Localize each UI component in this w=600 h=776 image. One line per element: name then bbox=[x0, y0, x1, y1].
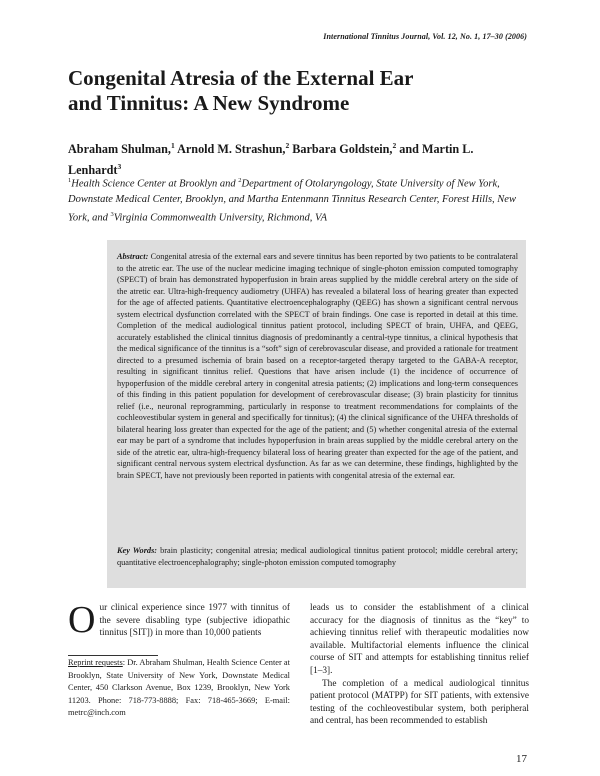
reprint-footnote bbox=[68, 657, 290, 720]
affil-text-3: Virginia Commonwealth University, Richmond, VA bbox=[113, 212, 328, 223]
footnote-rule bbox=[68, 655, 158, 656]
journal-reference: International Tinnitus Journal, Vol. 12, No. 1, 17–30 (2006) bbox=[323, 32, 527, 41]
author-sup: 1 bbox=[170, 141, 175, 150]
author-sup: 2 bbox=[285, 141, 290, 150]
body-left-text: ur clinical experience since 1977 with tinnitus of the severe disabling type (subjective idiopathic tinnitus [SIT]) in more than 10,000 patients bbox=[99, 603, 290, 639]
reprint-label: Reprint requests bbox=[68, 658, 123, 667]
keywords-label: Key Words: bbox=[117, 546, 158, 555]
keywords bbox=[117, 545, 518, 568]
body-left-column bbox=[68, 599, 290, 641]
author-strashun: Arnold M. Strashun, bbox=[174, 142, 286, 157]
abstract-label: Abstract: bbox=[117, 252, 149, 261]
title-line-1: Congenital Atresia of the External Ear bbox=[68, 66, 414, 90]
page-number: 17 bbox=[516, 753, 527, 765]
affiliations bbox=[68, 173, 538, 225]
author-sup: 3 bbox=[117, 162, 122, 172]
reprint-text: : Dr. Abraham Shulman, Health Science Center at Brooklyn, State University of New York, Downstate Medical Center, 450 Clarkson Avenue, Box 1239, Brooklyn, New York 11203. Phone: 718-773-8888; Fax: 718-465-3669; E-mail: metrc@inch.com bbox=[68, 658, 290, 717]
abstract-body: Congenital atresia of the external ears and severe tinnitus has been reported by two patients to be contralateral to the atretic ear. The use of the nuclear medicine imaging technique of single-photon emission computed tomography (SPECT) of brain has demonstrated hypoperfusion in brain areas supplied by the middle cerebral artery on the side of the atretic ear. Ultra-high-frequency audiometry (UHFA) has revealed a bilateral loss of hearing greater than expected for the age of affected patients. Quantitative electroencephalography (QEEG) has shown a significant central nervous system electrical dysfunction correlated with the SPECT of brain findings. One case is reported in detail at this time. Completion of the medical audiological tinnitus patient protocol, including SPECT of brain, UHFA, and QEEG, accurately established the clinical tinnitus diagnosis of predominantly a central-type tinnitus, a clinical hypothesis that the medical significance of the tinnitus is a “soft” sign of cerebrovascular disease, and provided a rationale for treatment directed to a presumed ischemia of brain based on a receptor-targeted therapy targeted to the GABA-A receptor, resulting in significant tinnitus relief. Questions that have arisen include (1) the incidence of occurrence of hypoperfusion of the middle cerebral artery in congenital atresia patients; (2) implications and long-term consequences of this finding in this patient population for development of cerebrovascular disease; (3) brain plasticity for tinnitus relief (i.e., neuronal reprogramming, particularly in response to treatment recommendations for complaints of the cochleovestibular system in general and specifically for tinnitus); (4) the clinical significance of the UHFA thresholds of bilateral hearing loss greater than expected for the age of the patient; and (5) whether congenital atresia of the external ear may be part of a syndrome that includes hypoperfusion in brain areas supplied by the middle cerebral artery on the side of the atretic ear, ultra-high-frequency bilateral loss of hearing greater than expected for the age of the patient, and significant central nervous system electrical dysfunction. As far as we can determine, these findings, highlighted by the brain SPECT, have not previously been reported in patients with congenital atresia of the external ear. bbox=[117, 252, 518, 480]
affil-sup: 2 bbox=[238, 177, 242, 184]
body-paragraph: The completion of a medical audiological tinnitus patient protocol (MATPP) for SIT patients, with extensive testing of the cochleovestibular system, both peripheral and central, has been recommended to establish bbox=[310, 678, 529, 727]
title-line-2: and Tinnitus: A New Syndrome bbox=[68, 91, 350, 115]
affil-sup: 1 bbox=[68, 177, 72, 184]
keywords-body: brain plasticity; congenital atresia; medical audiological tinnitus patient protocol; middle cerebral artery; quantitative electroencephalography; single-photon emission computed tomography bbox=[117, 546, 518, 567]
affil-text-2: Department of Otolaryngology, State University of New York, Downstate Medical Center, Brooklyn, and Martha Entenmann Tinnitus Research Center, Forest Hills, New York, and bbox=[68, 178, 516, 223]
body-paragraph: leads us to consider the establishment of a clinical accuracy for the diagnosis of tinnitus as the “key” to achieving tinnitus relief with therapeutic modalities now available. Multifactorial elements influence the clinical course of SIT and attempts for establishing tinnitus relief [1–3]. bbox=[310, 603, 529, 676]
author-shulman: Abraham Shulman, bbox=[68, 142, 171, 157]
author-sup: 2 bbox=[392, 141, 397, 150]
drop-cap: O bbox=[68, 599, 96, 641]
affil-text-1: Health Science Center at Brooklyn and bbox=[71, 178, 239, 190]
article-title bbox=[68, 66, 528, 116]
author-goldstein: Barbara Goldstein, bbox=[289, 142, 393, 157]
body-right-column bbox=[310, 602, 529, 728]
affil-sup: 3 bbox=[110, 210, 114, 218]
author-lenhardt: and Martin L. Lenhardt bbox=[68, 142, 474, 178]
abstract bbox=[117, 251, 518, 481]
